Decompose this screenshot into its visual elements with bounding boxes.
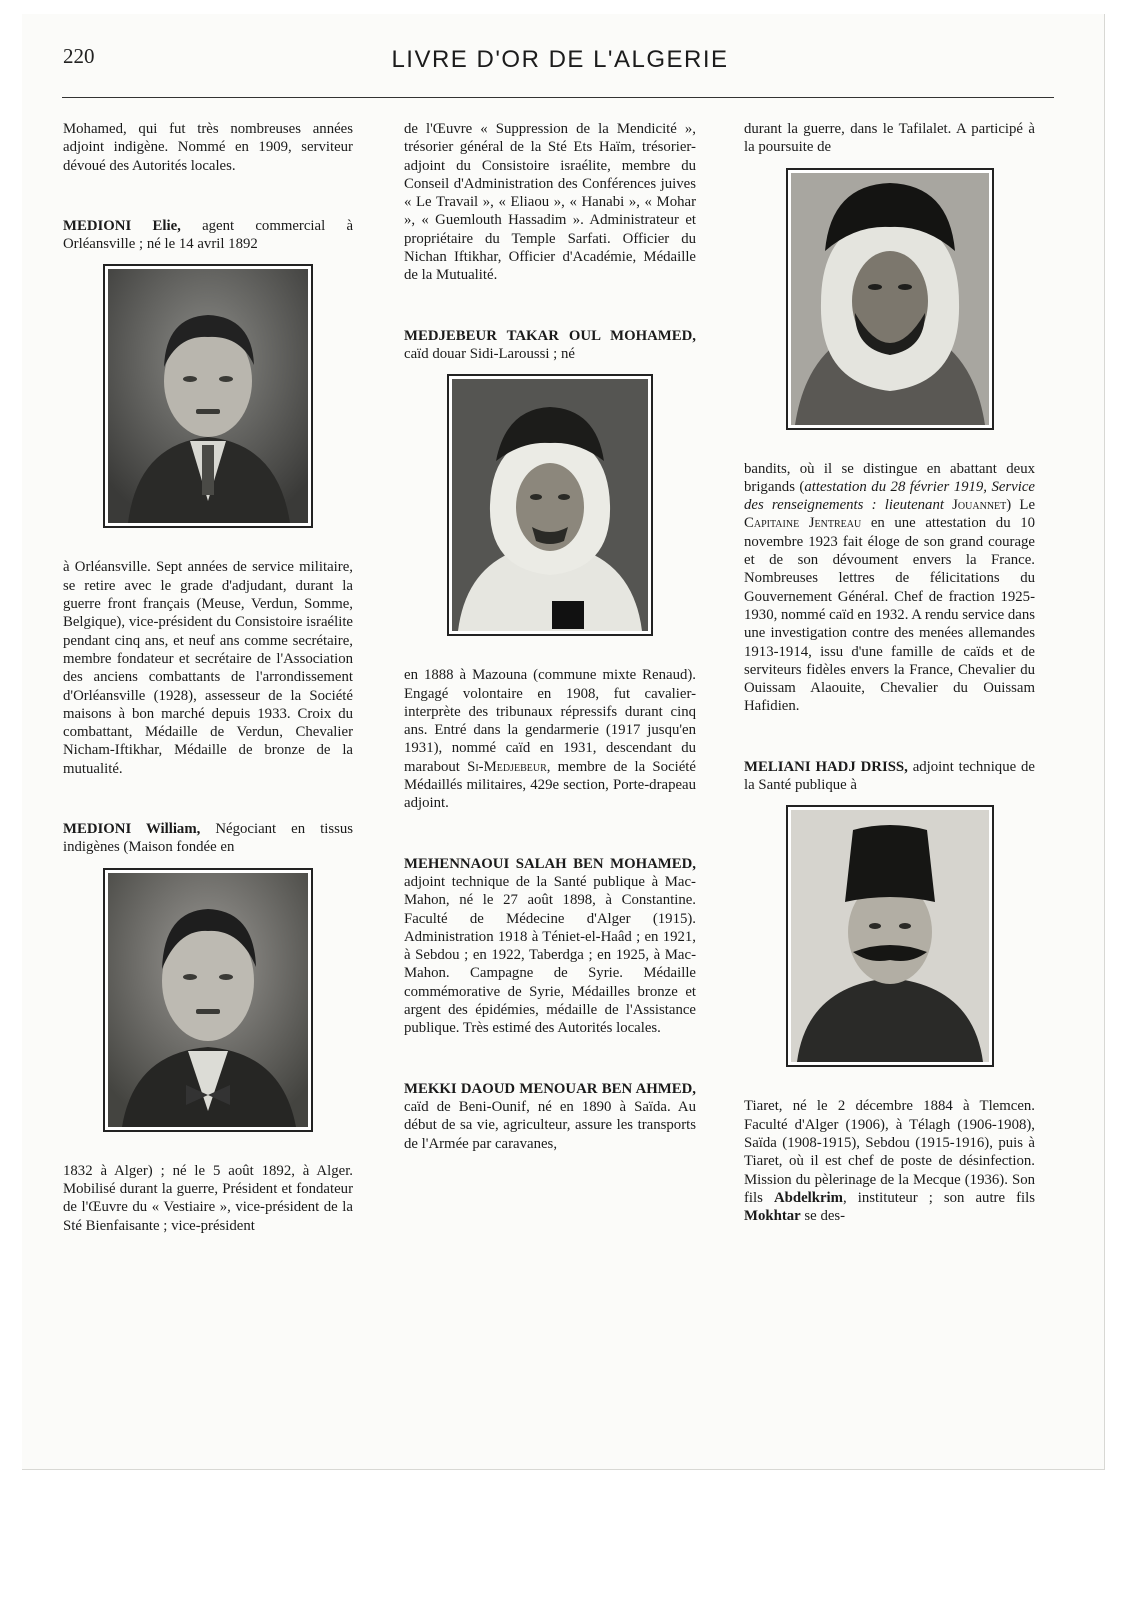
- entry-meliani-heading: [744, 758, 1035, 795]
- entry-name: MELIANI HADJ DRISS,: [744, 758, 908, 775]
- entry-continuation: de l'Œuvre « Suppression de la Mendicité », trésorier général de la Sté Ets Haïm, trésorier-adjoint du Consistoire israélite, membre du Conseil d'Administration des Conférences juives « Le Travail », « Eliaou », « Hanabi », « Mohar », « Guemlouth Hassadim ». Administrateur et propriétaire du Temple Sarfati. Officier du Nichan Iftikhar, Officier d'Académie, Médaille de la Mutualité.: [404, 121, 696, 284]
- officer-name: Capitaine Jentreau: [744, 515, 862, 532]
- page-number: 220: [63, 44, 95, 68]
- entry-continuation: Mohamed, qui fut très nombreuses années adjoint indigène. Nommé en 1909, serviteur dévoué des Autorités locales.: [63, 121, 353, 174]
- portrait-medioni-william: [63, 868, 353, 1132]
- entry-medjebeur-body: [404, 666, 696, 812]
- portrait-meliani: [744, 805, 1035, 1067]
- portrait-medjebeur: [404, 374, 696, 636]
- body-text: bandits, où il se distingue en abattant deux brigands (: [744, 460, 1035, 495]
- entry-heading-text: caïd douar Sidi-Laroussi ; né: [404, 345, 575, 362]
- entry-medioni-elie-heading: [63, 217, 353, 254]
- body-text: se des-: [800, 1208, 846, 1225]
- son-name: Mokhtar: [744, 1208, 801, 1225]
- body-text: Tiaret, né le 2 décembre 1884 à Tlemcen. Faculté d'Alger (1906), à Télagh (1906-1908), Saïda (1908-1915), Sebdou (1915-1916), puis à Tiaret, où il est chef de poste de désinfection. Mission du pèlerinage de la Mecque (1936). Son fils: [744, 1098, 1035, 1206]
- portrait-photo: [452, 379, 648, 631]
- entry-medioni-william-heading: [63, 820, 353, 857]
- column-right: [744, 120, 1035, 1225]
- entry-heading-text: adjoint technique de la Santé publique à Mac-Mahon, né le 27 août 1898, à Constantine. Faculté de Médecine d'Alger (1915). Administration 1918 à Téniet-el-Haâd ; en 1921, à Sebdou ; en 1922, Taberdga ; en 1925, à Mac-Mahon. Campagne de Syrie. Médaille commémorative de Syrie, Médailles bronze et argent des épidémies, médaille de l'Assistance publique. Très estimé des Autorités locales.: [404, 873, 696, 1037]
- attestation-reference: attestation du 28 février 1919, Service des renseignements : lieutenant: [744, 478, 1035, 514]
- entry-continuation: durant la guerre, dans le Tafilalet. A participé à la poursuite de: [744, 121, 1035, 156]
- entry-mekki-body: [744, 460, 1035, 716]
- entry-heading-text: Négociant en tissus indigènes (Maison fondée en: [63, 821, 354, 856]
- entry-name: MEHENNAOUI SALAH BEN MOHAMED,: [404, 855, 696, 872]
- body-text: , membre de la Société Médaillés militaires, 429e section, Porte-drapeau adjoint.: [404, 758, 696, 812]
- entry-meliani-body: [744, 1097, 1035, 1225]
- entry-heading-text: caïd de Beni-Ounif, né en 1890 à Saïda. Au début de sa vie, agriculteur, assure les transports de l'Armée par caravanes,: [404, 1098, 696, 1152]
- portrait-photo: [108, 873, 308, 1127]
- body-text: , instituteur ; son autre fils: [843, 1189, 1035, 1206]
- entry-medjebeur-heading: [404, 327, 696, 364]
- portrait-mekki: [744, 168, 1035, 430]
- entry-heading-text: agent commercial à Orléansville ; né le 14 avril 1892: [63, 217, 354, 253]
- portrait-photo: [108, 269, 308, 523]
- column-middle: [404, 120, 696, 1153]
- entry-medioni-elie-body: à Orléansville. Sept années de service militaire, se retire avec le grade d'adjudant, durant la guerre front français (Meuse, Verdun, Somme, Belgique), vice-président du Consistoire israélite pendant cinq ans, et neuf ans comme secrétaire, membre fondateur et secrétaire de l'Association des anciens combattants de l'arrondissement d'Orléansville (1928), assesseur de la Société maisons à bon marché depuis 1933. Croix du combattant, Médaille de Verdun, Chevalier Nicham-Iftikhar, Médaille de bronze de la mutualité.: [63, 559, 353, 777]
- column-left: [63, 120, 353, 1235]
- portrait-medioni-elie: [63, 264, 353, 528]
- entry-heading-text: adjoint technique de la Santé publique à: [744, 758, 1035, 794]
- entry-name: MEDJEBEUR TAKAR OUL MOHAMED,: [404, 327, 696, 344]
- entry-mekki: [404, 1080, 696, 1153]
- body-text: en une attestation du 10 novembre 1923 fait éloge de son grand courage et de son dévoument envers la France. Nombreuses lettres de félicitations du Gouvernement Général. Chef de fraction 1925-1930, nommé caïd en 1932. A rendu service dans une investigation contre des menées allemandes 1913-1914, issu d'une famille de caïds et de serviteurs fidèles envers la France, Chevalier du Ouissam Alaouite, Chevalier du Ouissam Hafidien.: [744, 515, 1035, 715]
- entry-name: MEDIONI Elie,: [63, 217, 181, 234]
- entry-name: MEKKI DAOUD MENOUAR BEN AHMED,: [404, 1080, 696, 1097]
- entry-mehennaoui: [404, 855, 696, 1038]
- portrait-photo: [791, 810, 989, 1062]
- header-rule: [62, 97, 1054, 98]
- body-text: en 1888 à Mazouna (commune mixte Renaud). Engagé volontaire en 1908, fut cavalier-interprète des tribunaux répressifs durant cinq ans. Entré dans la gendarmerie (1917 jusqu'en 1931), nommé caïd en 1931, descendant du marabout: [404, 667, 696, 775]
- entry-medioni-william-body: 1832 à Alger) ; né le 5 août 1892, à Alger. Mobilisé durant la guerre, Président et fondateur de l'Œuvre du « Vestiaire », vice-président de la Sté Bienfaisante ; vice-président: [63, 1162, 353, 1234]
- running-head: LIVRE D'OR DE L'ALGERIE: [391, 46, 729, 73]
- body-text: ) Le: [1006, 497, 1036, 514]
- entry-name: MEDIONI William,: [63, 821, 201, 838]
- marabout-name: Si-Medjebeur: [467, 758, 547, 775]
- officer-name: Jouannet: [952, 497, 1007, 514]
- portrait-photo: [791, 173, 989, 425]
- son-name: Abdelkrim: [773, 1189, 843, 1206]
